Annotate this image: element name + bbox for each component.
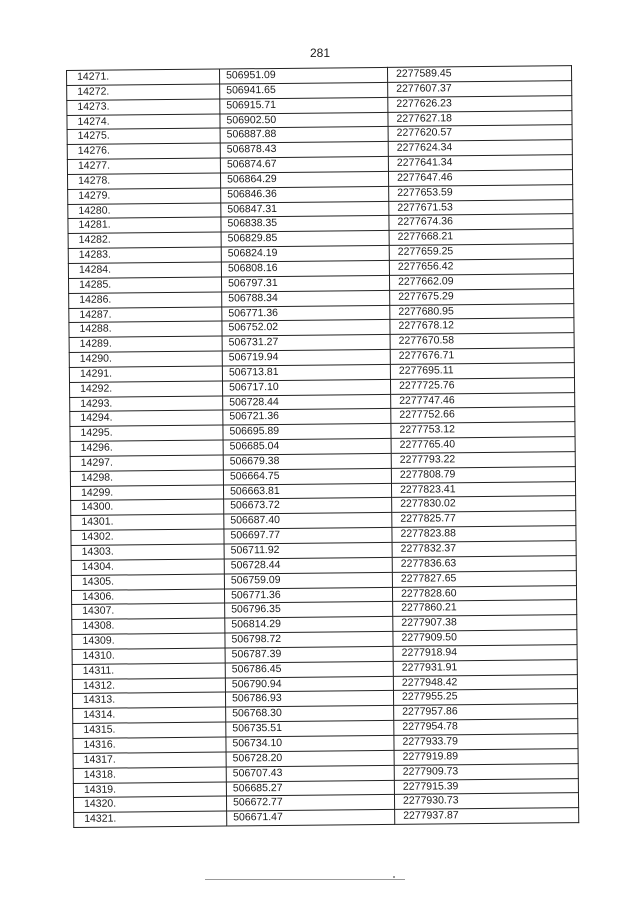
y-coordinate-cell: 2277933.79 <box>394 734 578 751</box>
y-coordinate-cell: 2277825.77 <box>392 511 576 528</box>
x-coordinate-cell: 506695.89 <box>223 424 391 440</box>
x-coordinate-cell: 506685.27 <box>226 780 394 796</box>
point-number-cell: 14305. <box>71 574 224 590</box>
y-coordinate-cell: 2277808.79 <box>391 466 575 483</box>
x-coordinate-cell: 506796.35 <box>225 602 393 618</box>
y-coordinate-cell: 2277919.89 <box>394 748 578 765</box>
point-number-cell: 14281. <box>68 217 221 233</box>
point-number-cell: 14306. <box>71 589 224 605</box>
y-coordinate-cell: 2277823.41 <box>391 481 575 498</box>
x-coordinate-cell: 506687.40 <box>224 513 392 529</box>
x-coordinate-cell: 506752.02 <box>222 320 390 336</box>
x-coordinate-cell: 506941.65 <box>220 82 388 98</box>
point-number-cell: 14304. <box>71 559 224 575</box>
y-coordinate-cell: 2277641.34 <box>388 155 572 172</box>
y-coordinate-cell: 2277675.29 <box>390 288 574 305</box>
page-number: 281 <box>309 46 331 60</box>
point-number-cell: 14287. <box>69 307 222 323</box>
point-number-cell: 14279. <box>68 188 221 204</box>
coordinates-table-wrap <box>66 65 578 828</box>
y-coordinate-cell: 2277656.42 <box>389 259 573 276</box>
point-number-cell: 14318. <box>73 767 226 783</box>
point-number-cell: 14321. <box>74 811 227 827</box>
x-coordinate-cell: 506679.38 <box>223 453 391 469</box>
x-coordinate-cell: 506719.94 <box>222 349 390 365</box>
y-coordinate-cell: 2277668.21 <box>389 229 573 246</box>
x-coordinate-cell: 506728.20 <box>226 750 394 766</box>
point-number-cell: 14271. <box>67 69 220 85</box>
x-coordinate-cell: 506838.35 <box>221 216 389 232</box>
y-coordinate-cell: 2277830.02 <box>392 496 576 513</box>
point-number-cell: 14320. <box>73 796 226 812</box>
x-coordinate-cell: 506707.43 <box>226 765 394 781</box>
x-coordinate-cell: 506887.88 <box>220 127 388 143</box>
x-coordinate-cell: 506864.29 <box>220 171 388 187</box>
x-coordinate-cell: 506717.10 <box>222 379 390 395</box>
footer-mark <box>393 876 395 878</box>
x-coordinate-cell: 506721.36 <box>223 409 391 425</box>
x-coordinate-cell: 506728.44 <box>223 394 391 410</box>
point-number-cell: 14280. <box>68 203 221 219</box>
x-coordinate-cell: 506697.77 <box>224 528 392 544</box>
y-coordinate-cell: 2277725.76 <box>390 377 574 394</box>
footer-line <box>205 879 405 880</box>
point-number-cell: 14308. <box>72 618 225 634</box>
point-number-cell: 14284. <box>68 262 221 278</box>
x-coordinate-cell: 506786.93 <box>225 691 393 707</box>
point-number-cell: 14314. <box>73 707 226 723</box>
y-coordinate-cell: 2277607.37 <box>388 80 572 97</box>
y-coordinate-cell: 2277626.23 <box>388 95 572 112</box>
point-number-cell: 14297. <box>70 455 223 471</box>
y-coordinate-cell: 2277909.50 <box>393 630 577 647</box>
point-number-cell: 14282. <box>68 232 221 248</box>
x-coordinate-cell: 506808.16 <box>221 260 389 276</box>
point-number-cell: 14291. <box>69 366 222 382</box>
x-coordinate-cell: 506711.92 <box>224 542 392 558</box>
y-coordinate-cell: 2277678.12 <box>390 318 574 335</box>
y-coordinate-cell: 2277836.63 <box>392 555 576 572</box>
y-coordinate-cell: 2277670.58 <box>390 333 574 350</box>
y-coordinate-cell: 2277589.45 <box>387 66 571 83</box>
point-number-cell: 14289. <box>69 336 222 352</box>
point-number-cell: 14299. <box>70 485 223 501</box>
x-coordinate-cell: 506788.34 <box>222 290 390 306</box>
point-number-cell: 14293. <box>70 396 223 412</box>
point-number-cell: 14288. <box>69 321 222 337</box>
point-number-cell: 14317. <box>73 752 226 768</box>
x-coordinate-cell: 506915.71 <box>220 97 388 113</box>
x-coordinate-cell: 506734.10 <box>226 735 394 751</box>
point-number-cell: 14286. <box>69 292 222 308</box>
y-coordinate-cell: 2277653.59 <box>389 184 573 201</box>
y-coordinate-cell: 2277937.87 <box>395 808 579 825</box>
point-number-cell: 14296. <box>70 440 223 456</box>
point-number-cell: 14300. <box>71 499 224 515</box>
y-coordinate-cell: 2277627.18 <box>388 110 572 127</box>
y-coordinate-cell: 2277832.37 <box>392 541 576 558</box>
y-coordinate-cell: 2277752.66 <box>391 407 575 424</box>
point-number-cell: 14274. <box>67 114 220 130</box>
x-coordinate-cell: 506786.45 <box>225 661 393 677</box>
x-coordinate-cell: 506874.67 <box>220 156 388 172</box>
y-coordinate-cell: 2277827.65 <box>392 570 576 587</box>
point-number-cell: 14283. <box>68 247 221 263</box>
y-coordinate-cell: 2277957.86 <box>394 704 578 721</box>
y-coordinate-cell: 2277823.88 <box>392 526 576 543</box>
x-coordinate-cell: 506713.81 <box>222 364 390 380</box>
y-coordinate-cell: 2277695.11 <box>390 363 574 380</box>
point-number-cell: 14315. <box>73 722 226 738</box>
x-coordinate-cell: 506829.85 <box>221 231 389 247</box>
x-coordinate-cell: 506771.36 <box>224 587 392 603</box>
point-number-cell: 14310. <box>72 648 225 664</box>
point-number-cell: 14275. <box>67 128 220 144</box>
x-coordinate-cell: 506731.27 <box>222 335 390 351</box>
x-coordinate-cell: 506673.72 <box>224 498 392 514</box>
y-coordinate-cell: 2277793.22 <box>391 452 575 469</box>
x-coordinate-cell: 506759.09 <box>224 572 392 588</box>
x-coordinate-cell: 506824.19 <box>221 246 389 262</box>
y-coordinate-cell: 2277671.53 <box>389 199 573 216</box>
y-coordinate-cell: 2277955.25 <box>393 689 577 706</box>
y-coordinate-cell: 2277747.46 <box>391 392 575 409</box>
point-number-cell: 14272. <box>67 84 220 100</box>
point-number-cell: 14292. <box>69 381 222 397</box>
x-coordinate-cell: 506878.43 <box>220 142 388 158</box>
coordinates-table-body <box>67 66 579 828</box>
coordinates-table <box>66 65 579 828</box>
x-coordinate-cell: 506671.47 <box>227 810 395 826</box>
x-coordinate-cell: 506814.29 <box>225 617 393 633</box>
point-number-cell: 14301. <box>71 514 224 530</box>
point-number-cell: 14278. <box>68 173 221 189</box>
x-coordinate-cell: 506797.31 <box>221 275 389 291</box>
y-coordinate-cell: 2277954.78 <box>394 719 578 736</box>
y-coordinate-cell: 2277647.46 <box>388 170 572 187</box>
point-number-cell: 14313. <box>72 692 225 708</box>
y-coordinate-cell: 2277828.60 <box>392 585 576 602</box>
y-coordinate-cell: 2277620.57 <box>388 125 572 142</box>
point-number-cell: 14295. <box>70 425 223 441</box>
point-number-cell: 14302. <box>71 529 224 545</box>
point-number-cell: 14298. <box>70 470 223 486</box>
x-coordinate-cell: 506685.04 <box>223 438 391 454</box>
y-coordinate-cell: 2277659.25 <box>389 244 573 261</box>
x-coordinate-cell: 506951.09 <box>219 67 387 83</box>
point-number-cell: 14303. <box>71 544 224 560</box>
y-coordinate-cell: 2277674.36 <box>389 214 573 231</box>
x-coordinate-cell: 506768.30 <box>226 706 394 722</box>
point-number-cell: 14319. <box>73 781 226 797</box>
y-coordinate-cell: 2277918.94 <box>393 645 577 662</box>
point-number-cell: 14276. <box>67 143 220 159</box>
y-coordinate-cell: 2277860.21 <box>393 600 577 617</box>
x-coordinate-cell: 506664.75 <box>223 468 391 484</box>
y-coordinate-cell: 2277909.73 <box>394 763 578 780</box>
x-coordinate-cell: 506771.36 <box>222 305 390 321</box>
y-coordinate-cell: 2277907.38 <box>393 615 577 632</box>
y-coordinate-cell: 2277915.39 <box>394 778 578 795</box>
x-coordinate-cell: 506798.72 <box>225 631 393 647</box>
y-coordinate-cell: 2277931.91 <box>393 659 577 676</box>
point-number-cell: 14311. <box>72 663 225 679</box>
point-number-cell: 14309. <box>72 633 225 649</box>
x-coordinate-cell: 506902.50 <box>220 112 388 128</box>
y-coordinate-cell: 2277680.95 <box>390 303 574 320</box>
y-coordinate-cell: 2277930.73 <box>394 793 578 810</box>
point-number-cell: 14316. <box>73 737 226 753</box>
point-number-cell: 14312. <box>72 678 225 694</box>
point-number-cell: 14273. <box>67 99 220 115</box>
x-coordinate-cell: 506847.31 <box>221 201 389 217</box>
x-coordinate-cell: 506846.36 <box>221 186 389 202</box>
x-coordinate-cell: 506663.81 <box>223 483 391 499</box>
x-coordinate-cell: 506735.51 <box>226 721 394 737</box>
point-number-cell: 14294. <box>70 410 223 426</box>
point-number-cell: 14285. <box>68 277 221 293</box>
y-coordinate-cell: 2277624.34 <box>388 140 572 157</box>
x-coordinate-cell: 506790.94 <box>225 676 393 692</box>
x-coordinate-cell: 506672.77 <box>226 795 394 811</box>
x-coordinate-cell: 506728.44 <box>224 557 392 573</box>
point-number-cell: 14277. <box>67 158 220 174</box>
y-coordinate-cell: 2277662.09 <box>389 273 573 290</box>
x-coordinate-cell: 506787.39 <box>225 646 393 662</box>
y-coordinate-cell: 2277948.42 <box>393 674 577 691</box>
point-number-cell: 14307. <box>72 603 225 619</box>
point-number-cell: 14290. <box>69 351 222 367</box>
y-coordinate-cell: 2277765.40 <box>391 437 575 454</box>
y-coordinate-cell: 2277676.71 <box>390 348 574 365</box>
y-coordinate-cell: 2277753.12 <box>391 422 575 439</box>
